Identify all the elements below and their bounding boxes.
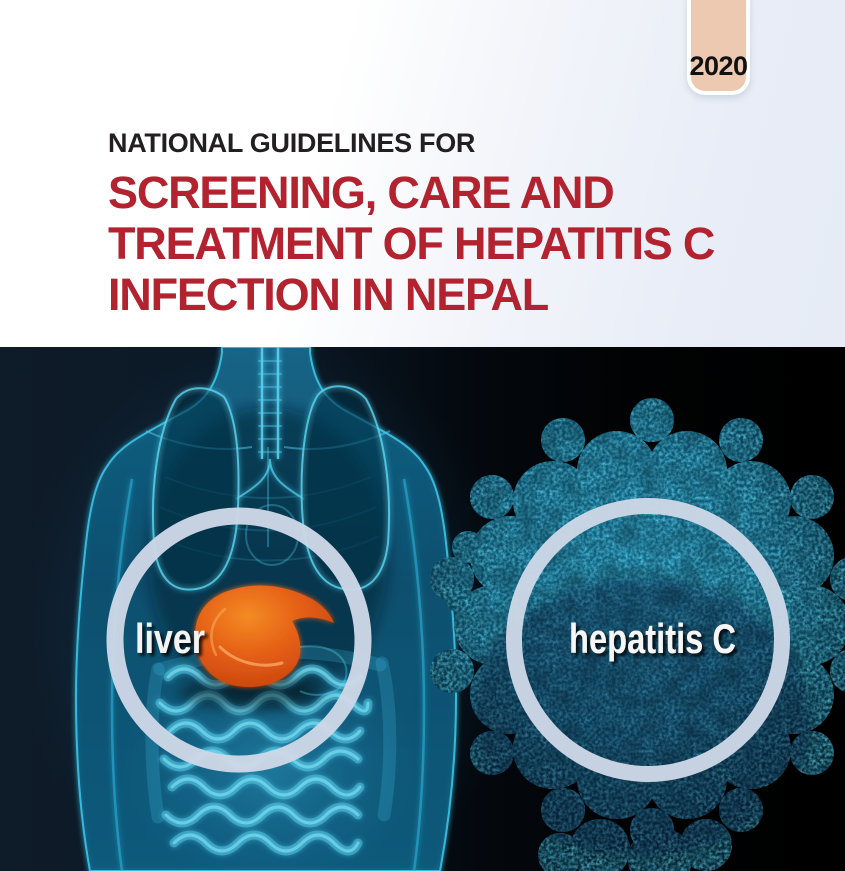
title-line-1: SCREENING, CARE AND	[108, 167, 614, 218]
kicker-text: NATIONAL GUIDELINES FOR	[108, 128, 476, 158]
cover-header	[0, 0, 845, 347]
year-badge	[687, 0, 750, 95]
title-line-3: INFECTION IN NEPAL	[108, 269, 549, 320]
title-line-2: TREATMENT OF HEPATITIS C	[108, 218, 715, 269]
year-badge-label: 2020	[689, 51, 748, 81]
liver-label: liver	[135, 615, 205, 662]
cover-title	[108, 167, 714, 320]
hepatitis-c-label: hepatitis C	[569, 615, 736, 662]
cover-photo	[0, 347, 845, 871]
